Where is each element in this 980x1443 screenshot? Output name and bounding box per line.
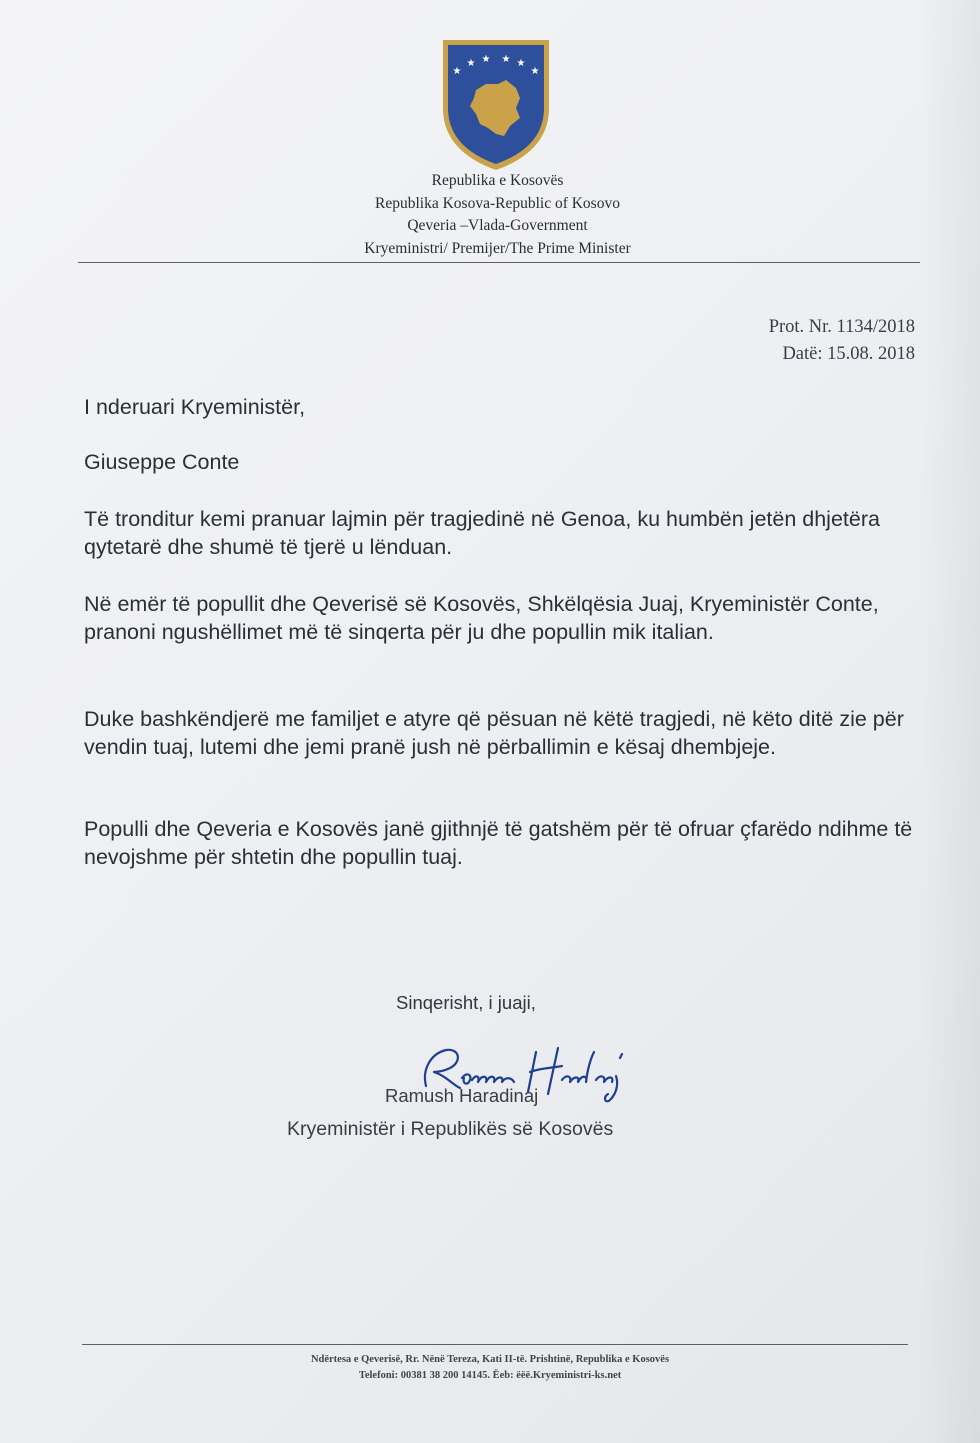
header-divider: [78, 262, 920, 263]
reference-block: [769, 314, 915, 368]
protocol-number: Prot. Nr. 1134/2018: [768, 317, 915, 337]
paragraph-1: Të tronditur kemi pranuar lajmin për tragjedinë në Genoa, ku humbën jetën dhjetëra qytetarë dhe shumë të tjerë u lënduan.: [84, 507, 880, 559]
letterhead-line-1: Republika e Kosovës: [431, 172, 564, 189]
svg-text:★: ★: [466, 58, 476, 69]
letterhead-line-4: Kryeministri/ Premijer/The Prime Minister: [364, 239, 631, 257]
kosovo-coat-of-arms-icon: [440, 38, 552, 172]
svg-text:★: ★: [481, 54, 491, 65]
letterhead: [300, 170, 695, 260]
svg-text:★: ★: [530, 66, 540, 77]
salutation: I nderuari Kryeministër,: [84, 395, 306, 419]
signer-title: Kryeministër i Republikës së Kosovës: [287, 1118, 614, 1140]
footer-address: Ndërtesa e Qeverisë, Rr. Nënë Tereza, Kati II-të. Prishtinë, Republika e Kosovës: [310, 1354, 670, 1365]
footer: [190, 1352, 790, 1384]
paragraph-4: Populli dhe Qeveria e Kosovës janë gjithnjë të gatshëm për të ofruar çfarëdo ndihme të nevojshme për shtetin dhe popullin tuaj.: [84, 817, 913, 869]
letterhead-line-2: Republika Kosova-Republic of Kosovo: [375, 194, 620, 212]
svg-text:★: ★: [516, 58, 526, 69]
paragraph-3: Duke bashkëndjerë me familjet e atyre që pësuan në këtë tragjedi, në këto ditë zie për vendin tuaj, lutemi dhe jemi pranë jush në përballimin e kësaj dhembjeje.: [84, 707, 904, 759]
letter-date: Datë: 15.08. 2018: [782, 344, 915, 364]
signer-name: Ramush Haradinaj: [385, 1085, 539, 1106]
footer-contact: Telefoni: 00381 38 200 14145. Ëeb: ëëë.Kryeministri-ks.net: [358, 1370, 622, 1381]
footer-divider: [82, 1344, 908, 1345]
svg-text:★: ★: [452, 66, 462, 77]
handwritten-signature: [412, 1036, 627, 1106]
svg-text:★: ★: [501, 54, 511, 65]
closing: Sinqerisht, i juaji,: [396, 992, 536, 1013]
letterhead-line-3: Qeveria –Vlada-Government: [407, 217, 588, 234]
paragraph-2: Në emër të popullit dhe Qeverisë së Kosovës, Shkëlqësia Juaj, Kryeministër Conte, pranoni ngushëllimet më të sinqerta për ju dhe popullin mik italian.: [84, 592, 879, 644]
recipient-name: Giuseppe Conte: [84, 450, 240, 474]
